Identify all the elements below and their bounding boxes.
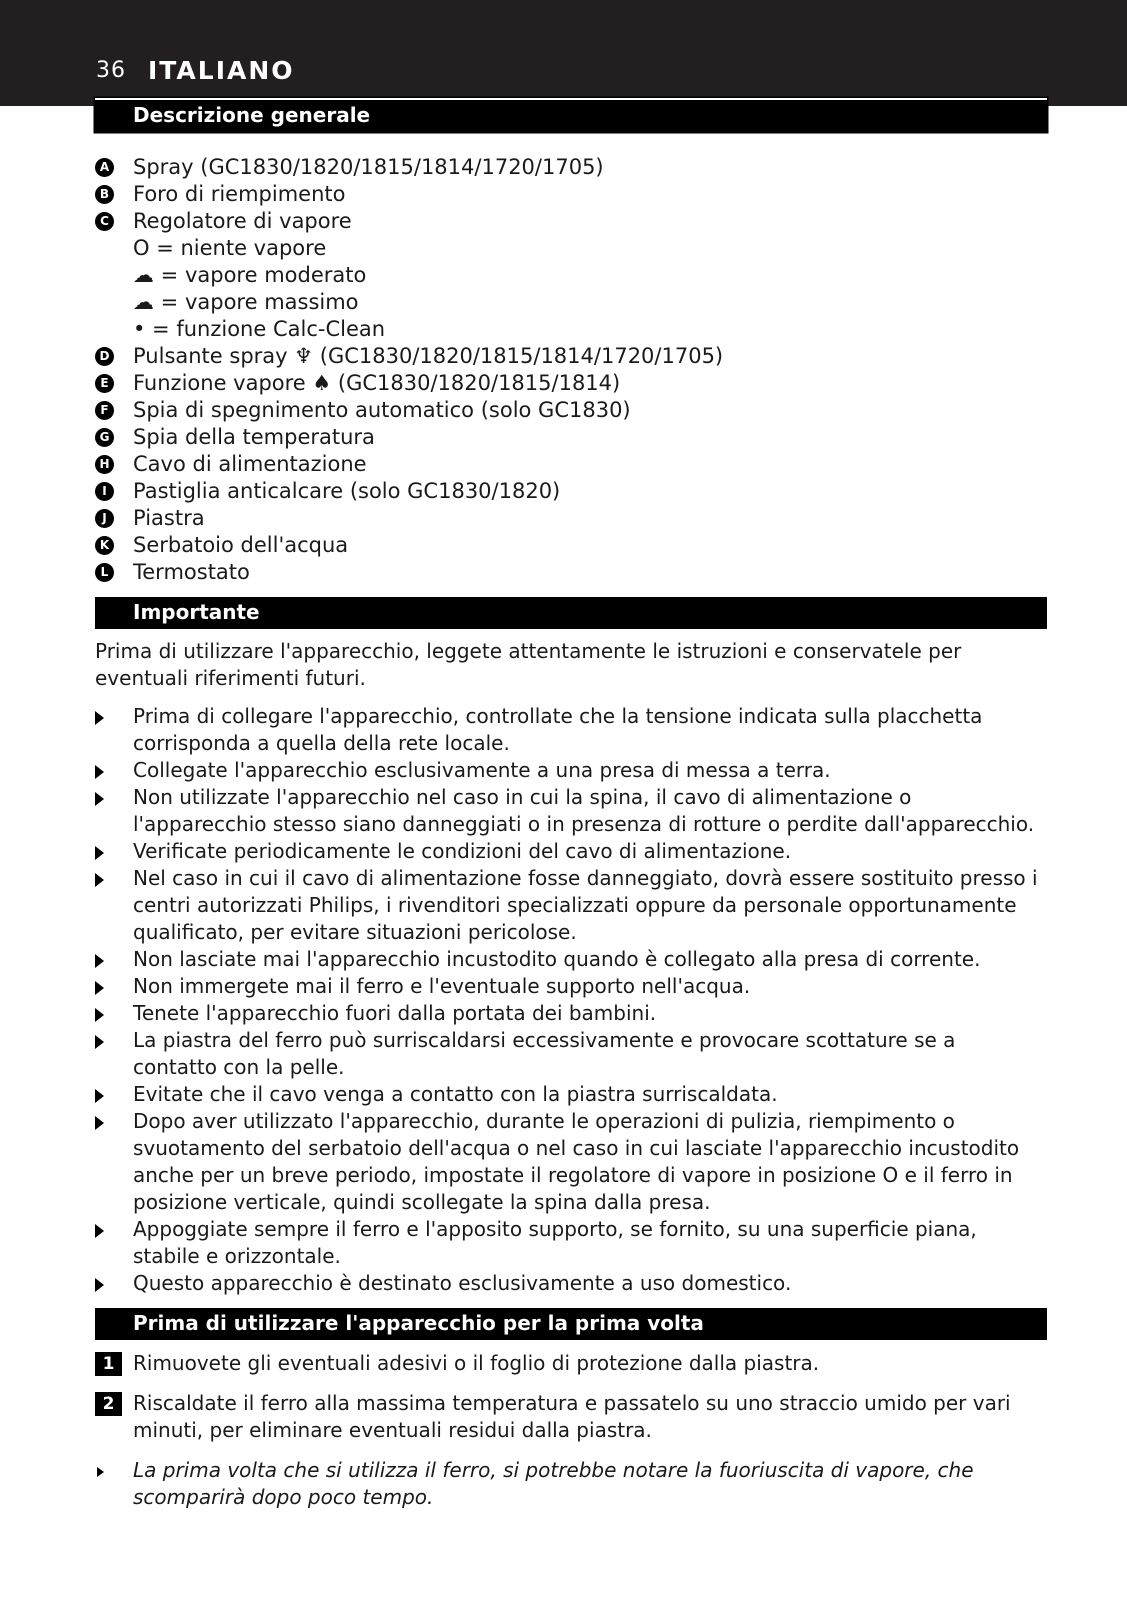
bullet-arrow-icon [95, 1278, 104, 1292]
bullet-arrow-icon [95, 873, 104, 887]
important-intro: Prima di utilizzare l'apparecchio, leggete attentamente le istruzioni e conservatele per eventuali riferimenti futuri. [95, 639, 962, 690]
part-label: = vapore moderato [154, 263, 367, 287]
part-letter-badge: F [95, 401, 114, 420]
parts-list-item [95, 478, 723, 505]
parts-list-item [95, 451, 723, 478]
parts-list-item [95, 343, 723, 370]
note-text [95, 1457, 1045, 1511]
part-letter-badge: B [95, 185, 114, 204]
steam-symbol-icon: ☁ [133, 290, 154, 314]
warning-text: Appoggiate sempre il ferro e l'apposito supporto, se fornito, su una superficie piana, stabile e orizzontale. [133, 1217, 977, 1268]
bullet-arrow-icon [95, 954, 104, 968]
part-label: Pulsante spray ♆ (GC1830/1820/1815/1814/1720/1705) [133, 344, 724, 368]
warning-text: Tenete l'apparecchio fuori dalla portata dei bambini. [133, 1001, 657, 1025]
parts-list-item [95, 424, 723, 451]
warning-text: Non immergete mai il ferro e l'eventuale supporto nell'acqua. [133, 974, 751, 998]
part-letter-badge: K [95, 536, 114, 555]
part-label: Regolatore di vapore [133, 209, 352, 233]
part-label: Serbatoio dell'acqua [133, 533, 349, 557]
parts-list-item [95, 370, 723, 397]
part-label: Funzione vapore ♠ (GC1830/1820/1815/1814) [133, 371, 621, 395]
part-label: Cavo di alimentazione [133, 452, 367, 476]
step-number: 1 [95, 1352, 122, 1376]
warning-text: Questo apparecchio è destinato esclusivamente a uso domestico. [133, 1271, 792, 1295]
parts-list-item [95, 559, 723, 586]
steps-list [95, 1350, 1045, 1457]
warning-item [95, 757, 1045, 784]
warning-text: Nel caso in cui il cavo di alimentazione fosse danneggiato, dovrà essere sostituito presso i centri autorizzati Philips, i rivenditori specializzati oppure da personale opportunamente qualificato, per evitare situazioni pericolose. [133, 866, 1038, 944]
warning-item [95, 1027, 1045, 1081]
part-letter-badge: G [95, 428, 114, 447]
page-number: 36 [96, 58, 126, 83]
bullet-arrow-icon [95, 1035, 104, 1049]
warning-item [95, 703, 1045, 757]
part-letter-badge: L [95, 563, 114, 582]
warning-item [95, 973, 1045, 1000]
language-title: ITALIANO [148, 56, 295, 85]
warning-item [95, 865, 1045, 946]
warning-item [95, 1000, 1045, 1027]
part-letter-badge: H [95, 455, 114, 474]
warning-item [95, 1081, 1045, 1108]
part-letter-badge: E [95, 374, 114, 393]
part-letter-badge: C [95, 212, 114, 231]
bullet-arrow-icon [95, 1089, 104, 1103]
bullet-arrow-icon [95, 846, 104, 860]
part-label: Spia della temperatura [133, 425, 375, 449]
bullet-arrow-icon [95, 1224, 104, 1238]
parts-list-item [95, 154, 723, 181]
warning-text: Dopo aver utilizzato l'apparecchio, durante le operazioni di pulizia, riempimento o svuotamento del serbatoio dell'acqua o nel caso in cui lasciate l'apparecchio incustodito anche per un breve periodo, impostate il regolatore di vapore in posizione O e il ferro in posizione verticale, quindi scollegate la spina dalla presa. [133, 1109, 1020, 1214]
part-letter-badge: D [95, 347, 114, 366]
bullet-arrow-icon [95, 711, 104, 725]
steam-symbol-icon: ☁ [133, 263, 154, 287]
section-heading-first-use: Prima di utilizzare l'apparecchio per la prima volta [95, 1308, 1047, 1340]
section-heading-general: Descrizione generale [95, 98, 1047, 132]
part-label: Spray (GC1830/1820/1815/1814/1720/1705) [133, 155, 604, 179]
step-text: Rimuovete gli eventuali adesivi o il foglio di protezione dalla piastra. [133, 1351, 820, 1375]
step-item [95, 1390, 1045, 1444]
note-body: La prima volta che si utilizza il ferro, si potrebbe notare la fuoriuscita di vapore, che scomparirà dopo poco tempo. [133, 1458, 974, 1509]
warning-item [95, 1270, 1045, 1297]
part-label: Piastra [133, 506, 205, 530]
step-item [95, 1350, 1045, 1377]
warning-item [95, 1216, 1045, 1270]
parts-list-item [95, 208, 723, 235]
section-heading-important: Importante [95, 597, 1047, 629]
parts-list-item [95, 397, 723, 424]
warnings-list [95, 703, 1045, 1297]
warning-item [95, 946, 1045, 973]
part-letter-badge: I [95, 482, 114, 501]
warning-text: Verificate periodicamente le condizioni del cavo di alimentazione. [133, 839, 792, 863]
parts-list-item [95, 505, 723, 532]
parts-list [95, 154, 723, 586]
bullet-arrow-icon [95, 765, 104, 779]
bullet-arrow-icon [95, 981, 104, 995]
part-label: = vapore massimo [154, 290, 359, 314]
warning-text: La piastra del ferro può surriscaldarsi eccessivamente e provocare scottature se a contatto con la pelle. [133, 1028, 956, 1079]
step-number: 2 [95, 1392, 122, 1416]
bullet-arrow-icon [95, 1008, 104, 1022]
warning-text: Non utilizzate l'apparecchio nel caso in cui la spina, il cavo di alimentazione o l'apparecchio stesso siano danneggiati o in presenza di rotture o perdite dall'apparecchio. [133, 785, 1035, 836]
part-label: • = funzione Calc-Clean [133, 317, 386, 341]
parts-list-item [95, 262, 723, 289]
bullet-arrow-icon [95, 792, 104, 806]
part-label: Termostato [133, 560, 250, 584]
part-letter-badge: A [95, 158, 114, 177]
parts-list-item [95, 181, 723, 208]
step-text: Riscaldate il ferro alla massima temperatura e passatelo su uno straccio umido per vari minuti, per eliminare eventuali residui dalla piastra. [133, 1391, 1011, 1442]
part-label: Pastiglia anticalcare (solo GC1830/1820) [133, 479, 561, 503]
page-header-bar [0, 0, 1127, 106]
warning-item [95, 838, 1045, 865]
bullet-arrow-icon [95, 1116, 104, 1130]
warning-item [95, 1108, 1045, 1216]
parts-list-item [95, 289, 723, 316]
warning-text: Non lasciate mai l'apparecchio incustodito quando è collegato alla presa di corrente. [133, 947, 981, 971]
warning-text: Evitate che il cavo venga a contatto con la piastra surriscaldata. [133, 1082, 778, 1106]
warning-text: Prima di collegare l'apparecchio, controllate che la tensione indicata sulla placchetta corrisponda a quella della rete locale. [133, 704, 983, 755]
warning-text: Collegate l'apparecchio esclusivamente a una presa di messa a terra. [133, 758, 831, 782]
part-label: Spia di spegnimento automatico (solo GC1830) [133, 398, 631, 422]
part-label: O = niente vapore [133, 236, 327, 260]
part-label: Foro di riempimento [133, 182, 346, 206]
part-letter-badge: J [95, 509, 114, 528]
note-triangle-icon [97, 1467, 104, 1477]
parts-list-item [95, 316, 723, 343]
warning-item [95, 784, 1045, 838]
parts-list-item [95, 532, 723, 559]
parts-list-item [95, 235, 723, 262]
